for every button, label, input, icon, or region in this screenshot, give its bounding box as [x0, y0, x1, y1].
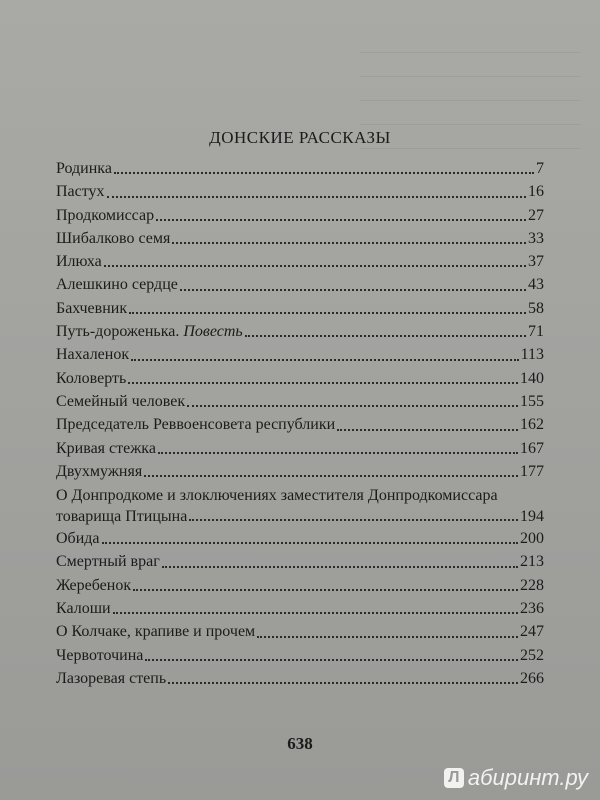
- toc-entry-page: 177: [520, 462, 544, 480]
- toc-entry-title-main: Путь-дороженька.: [56, 323, 184, 341]
- toc-entry-page: 155: [520, 392, 544, 410]
- toc-entry-page: 167: [520, 439, 544, 457]
- toc-entry-page: 162: [520, 416, 544, 434]
- toc-entry-title: [56, 320, 243, 343]
- toc-entry-page: 27: [528, 206, 544, 224]
- toc-entry-page: 200: [520, 530, 544, 548]
- leader-dots: [337, 428, 518, 431]
- toc-entry: [56, 157, 544, 180]
- leader-dots: [113, 611, 518, 614]
- toc-entry-title: Алешкино сердце: [56, 276, 178, 294]
- toc-entry-title: Коловерть: [56, 369, 127, 387]
- toc-entry-title: Кривая стежка: [56, 439, 156, 457]
- toc-entry-title: О Колчаке, крапиве и прочем: [56, 623, 256, 641]
- toc-entry: [56, 227, 544, 250]
- leader-dots: [245, 334, 526, 337]
- toc-entry-page: 58: [528, 299, 544, 317]
- toc-entry-title: Семейный человек: [56, 392, 186, 410]
- leader-dots: [168, 681, 518, 684]
- toc-entry-title: Илюха: [56, 253, 102, 271]
- toc-entry-title-italic: Повесть: [183, 323, 243, 341]
- toc-entry: [56, 667, 544, 690]
- toc-entry: [56, 343, 544, 366]
- toc-entry-page: 266: [520, 669, 544, 687]
- toc-entry-title: Жеребенок: [56, 576, 132, 594]
- toc-entry: [56, 320, 544, 343]
- leader-dots: [172, 241, 526, 244]
- toc-entry-title: Пастух: [56, 183, 105, 201]
- toc-entry: [56, 550, 544, 573]
- toc-entry-title: Двухмужняя: [56, 462, 143, 480]
- leader-dots: [129, 311, 526, 314]
- toc-entry-page: 194: [520, 508, 544, 526]
- toc-entry: [56, 574, 544, 597]
- toc-entry-page: 252: [520, 646, 544, 664]
- toc-entry: [56, 204, 544, 227]
- toc-entry-title: Лазоревая степь: [56, 669, 167, 687]
- toc-entry: [56, 250, 544, 273]
- leader-dots: [187, 404, 518, 407]
- leader-dots: [128, 381, 518, 384]
- leader-dots: [257, 635, 518, 638]
- leader-dots: [145, 658, 518, 661]
- toc-entry-title: О Донпродкоме и злоключениях заместителя Донпродкомиссара: [56, 487, 498, 505]
- toc-entry-title: Нахаленок: [56, 346, 130, 364]
- toc-entry-title: Шибалково семя: [56, 229, 171, 247]
- leader-dots: [158, 451, 518, 454]
- watermark: [444, 765, 588, 791]
- toc-entry: [56, 367, 544, 390]
- toc-entry: [56, 180, 544, 203]
- toc-entry-title: Бахчевник: [56, 299, 128, 317]
- toc-entry: [56, 597, 544, 620]
- leader-dots: [131, 358, 518, 361]
- leader-dots: [133, 588, 518, 591]
- toc-entry: [56, 620, 544, 643]
- leader-dots: [156, 218, 526, 221]
- leader-dots: [144, 474, 518, 477]
- toc-entry: [56, 273, 544, 296]
- toc-entry-page: 213: [520, 553, 544, 571]
- toc-entry-page: 71: [528, 323, 544, 341]
- toc-entry: [56, 390, 544, 413]
- toc-entry-second-line: [56, 506, 544, 527]
- toc-entry-title: Продкомиссар: [56, 206, 155, 224]
- toc-entry-title: Председатель Реввоенсовета республики: [56, 416, 336, 434]
- toc-entry-page: 37: [528, 253, 544, 271]
- toc-entry-title: Обида: [56, 530, 100, 548]
- toc-entry: [56, 644, 544, 667]
- leader-dots: [180, 288, 526, 291]
- watermark-text: абиринт.ру: [467, 765, 588, 790]
- toc-entry-title: Смертный враг: [56, 553, 160, 571]
- toc-entry: [56, 413, 544, 436]
- toc-entry-title: Червоточина: [56, 646, 144, 664]
- toc-entry: [56, 527, 544, 550]
- leader-dots: [107, 195, 526, 198]
- toc-entry-page: 43: [528, 276, 544, 294]
- leader-dots: [162, 565, 518, 568]
- toc-entry-page: 113: [520, 346, 544, 364]
- toc-entry-title: Родинка: [56, 160, 112, 177]
- toc-entry-page: 247: [520, 623, 544, 641]
- toc-entry-multiline: [56, 483, 544, 527]
- leader-dots: [114, 171, 534, 174]
- toc-entry-page: 140: [520, 369, 544, 387]
- labirint-logo-icon: Л: [444, 768, 464, 788]
- leader-dots: [102, 541, 519, 544]
- toc-entry-page: 16: [528, 183, 544, 201]
- table-of-contents: [56, 157, 544, 690]
- toc-entry: [56, 437, 544, 460]
- toc-entry-page: 33: [528, 229, 544, 247]
- toc-entry-title: Калоши: [56, 600, 111, 618]
- leader-dots: [104, 264, 526, 267]
- leader-dots: [189, 518, 518, 521]
- toc-entry-page: 228: [520, 576, 544, 594]
- toc-entry: [56, 460, 544, 483]
- toc-entry-page: 7: [536, 160, 544, 177]
- toc-entry: [56, 297, 544, 320]
- page-number: 638: [287, 734, 313, 753]
- toc-entry-title-continued: товарища Птицына: [56, 508, 188, 526]
- toc-entry-page: 236: [520, 600, 544, 618]
- section-heading: ДОНСКИЕ РАССКАЗЫ: [209, 128, 391, 147]
